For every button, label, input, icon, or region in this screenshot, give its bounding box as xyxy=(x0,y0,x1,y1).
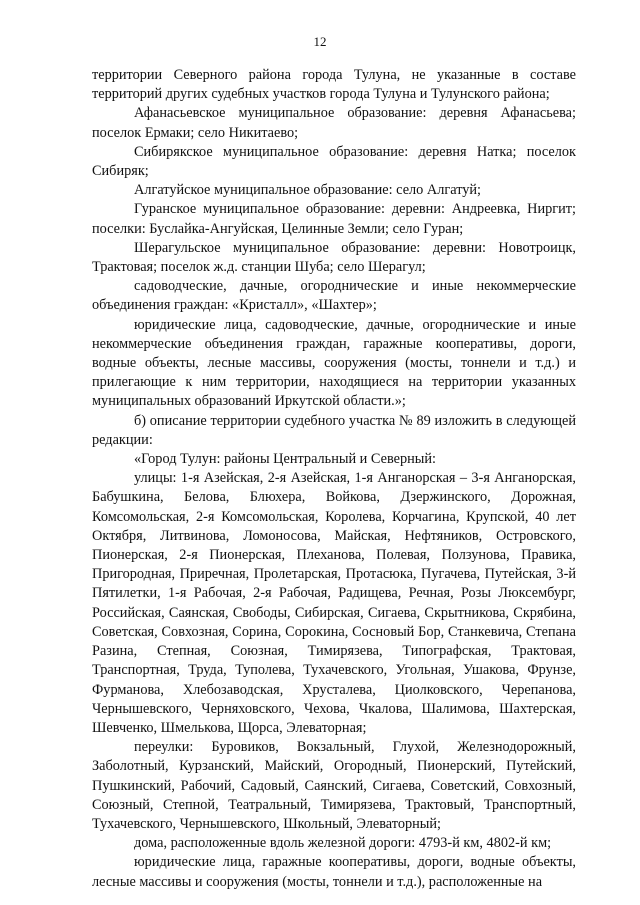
page-number: 12 xyxy=(313,34,327,49)
paragraph: дома, расположенные вдоль железной дороги: 4793-й км, 4802-й км; xyxy=(134,835,552,852)
paragraph: переулки: Буровиков, Вокзальный, Глухой, Железнодорожный, Заболотный, Курзанский, Майский, Огородный, Пионерский, Путейский, Пушкинский, Рабочий, Садовый, Саянский, Сигаева, Советский, Совхозный, Союзный, Степной, Театральный, Тимирязева, Трактовый, Транспортный, Тухачевского, Чернышевского, Школьный, Элеваторный; xyxy=(92,739,576,832)
document-body xyxy=(92,66,576,892)
paragraph: садоводческие, дачные, огороднические и иные некоммерческие объединения граждан: «Кристалл», «Шахтер»; xyxy=(92,278,576,314)
paragraph: юридические лица, гаражные кооперативы, дороги, водные объекты, лесные массивы и сооружения (мосты, тоннели и т.д.), расположенные на xyxy=(92,854,576,890)
paragraph: Гуранское муниципальное образование: деревни: Андреевка, Ниргит; поселки: Буслайка-Ангуйская, Целинные Земли; село Гуран; xyxy=(92,201,576,237)
paragraph: «Город Тулун: районы Центральный и Северный: xyxy=(134,451,437,468)
paragraph: юридические лица, садоводческие, дачные, огороднические и иные некоммерческие объединения граждан, гаражные кооперативы, дороги, водные объекты, лесные массивы, сооружения (мосты, тоннели и т.д.) и прилегающие к ним территории, находящиеся на территории указанных муниципальных образований Иркутской области.»; xyxy=(92,316,576,410)
paragraph: Алгатуйское муниципальное образование: село Алгатуй; xyxy=(134,182,482,199)
paragraph: улицы: 1-я Азейская, 2-я Азейская, 1-я Анганорская – 3-я Анганорская, Бабушкина, Белова, Блюхера, Войкова, Дзержинского, Дорожная, Комсомольская, 2-я Комсомольская, Королева, Корчагина, Крупской, 40 лет Октября, Литвинова, Ломоносова, Майская, Нефтяников, Островского, Пионерская, 2-я Пионерская, Плеханова, Полевая, Ползунова, Правика, Пригородная, Приречная, Пролетарская, Протасюка, Пугачева, Путейская, 3-й Пятилетки, 1-я Рабочая, 2-я Рабочая, Радищева, Речная, Розы Люксембург, Российская, Саянская, Свободы, Сибирская, Сигаева, Скрытникова, Скрябина, Советская, Совхозная, Сорина, Сорокина, Сосновый Бор, Станкевича, Степана Разина, Степная, Союзная, Тимирязева, Типографская, Трактовая, Транспортная, Труда, Туполева, Тухачевского, Угольная, Ушакова, Фрунзе, Фурманова, Хлебозаводская, Хрусталева, Циолковского, Черепанова, Чернышевского, Черняховского, Чехова, Чкалова, Шалимова, Шахтерская, Шевченко, Шмелькова, Щорса, Элеваторная; xyxy=(92,470,576,736)
paragraph: б) описание территории судебного участка № 89 изложить в следующей редакции: xyxy=(92,412,576,448)
paragraph: Сибирякское муниципальное образование: деревня Натка; поселок Сибиряк; xyxy=(92,143,576,180)
paragraph: Афанасьевское муниципальное образование: деревня Афанасьева; поселок Ермаки; село Никитаево; xyxy=(92,105,576,141)
paragraph: Шерагульское муниципальное образование: деревни: Новотроицк, Трактовая; поселок ж.д. станции Шуба; село Шерагул; xyxy=(92,239,576,276)
paragraph: территории Северного района города Тулуна, не указанные в составе территорий других судебных участков города Тулуна и Тулунского района; xyxy=(92,67,576,103)
